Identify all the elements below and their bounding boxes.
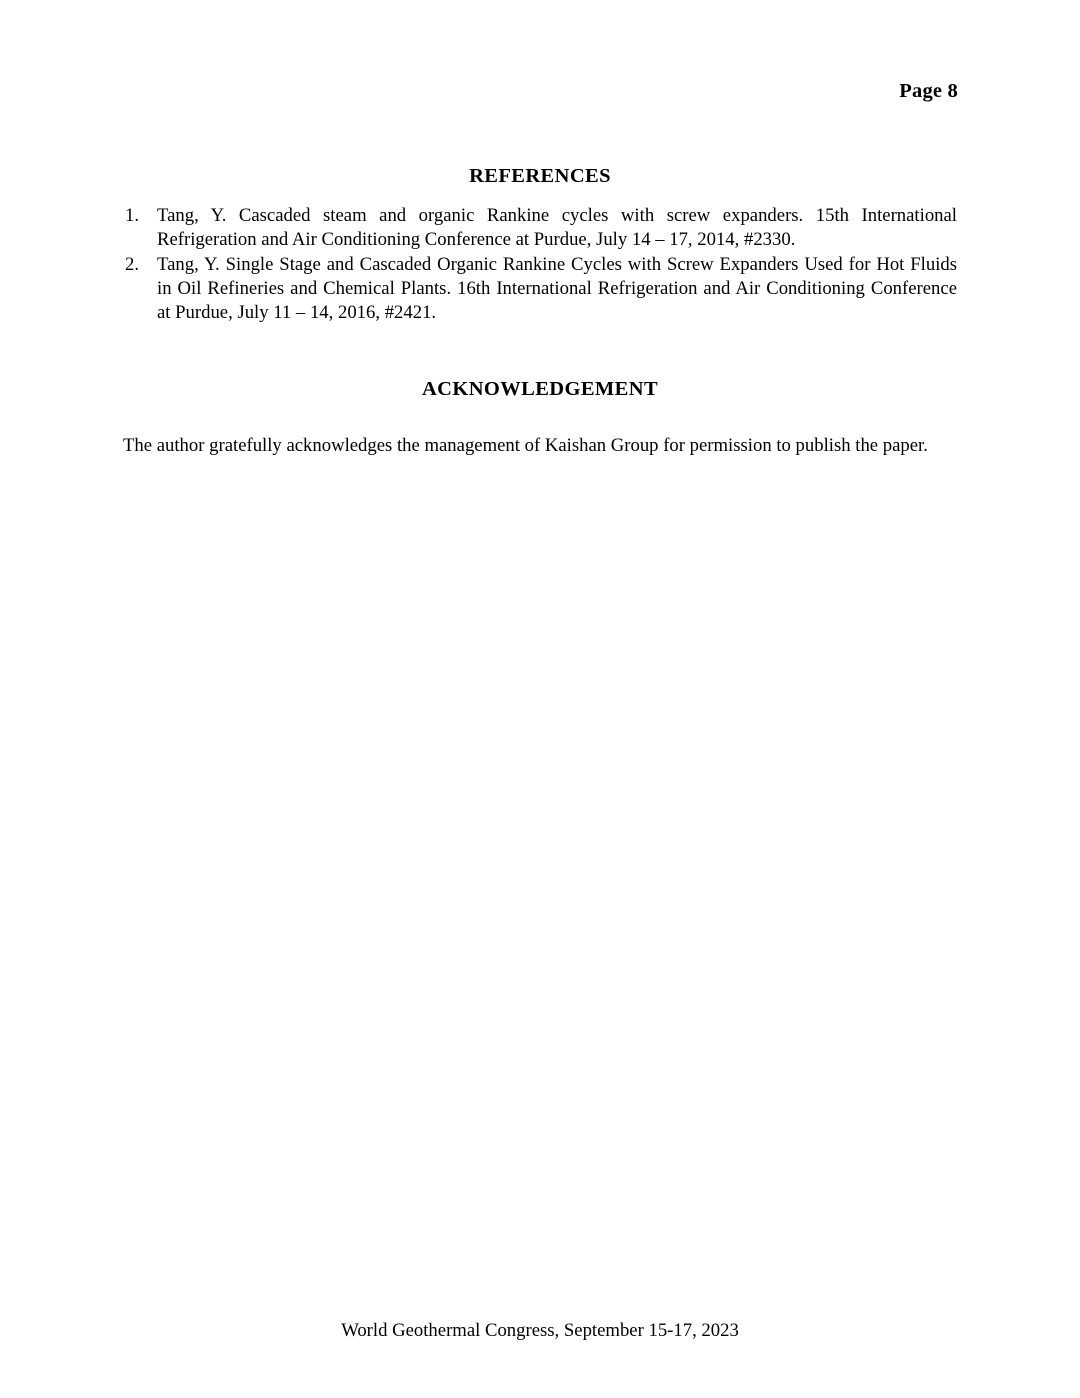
reference-item bbox=[123, 204, 957, 253]
references-list bbox=[123, 204, 957, 326]
page-content bbox=[123, 165, 957, 477]
references-heading: REFERENCES bbox=[469, 165, 611, 187]
reference-number: 2. bbox=[125, 253, 140, 275]
page-footer: World Geothermal Congress, September 15-17, 2023 bbox=[341, 1320, 739, 1341]
reference-number: 1. bbox=[125, 205, 140, 226]
acknowledgement-text: The author gratefully acknowledges the management of Kaishan Group for permission to publish the paper. bbox=[123, 434, 928, 456]
acknowledgement-heading: ACKNOWLEDGEMENT bbox=[421, 377, 659, 400]
reference-item bbox=[123, 253, 957, 326]
reference-text: Tang, Y. Single Stage and Cascaded Organic Rankine Cycles with Screw Expanders Used for Hot Fluids in Oil Refineries and Chemical Plants. 16th International Refrigeration and Air Conditioning Conference at Purdue, July 11 – 14, 2016, #2421. bbox=[157, 253, 957, 324]
reference-text: Tang, Y. Cascaded steam and organic Rankine cycles with screw expanders. 15th International Refrigeration and Air Conditioning Conference at Purdue, July 14 – 17, 2014, #2330. bbox=[157, 205, 957, 251]
page-number-header: Page 8 bbox=[899, 80, 958, 102]
